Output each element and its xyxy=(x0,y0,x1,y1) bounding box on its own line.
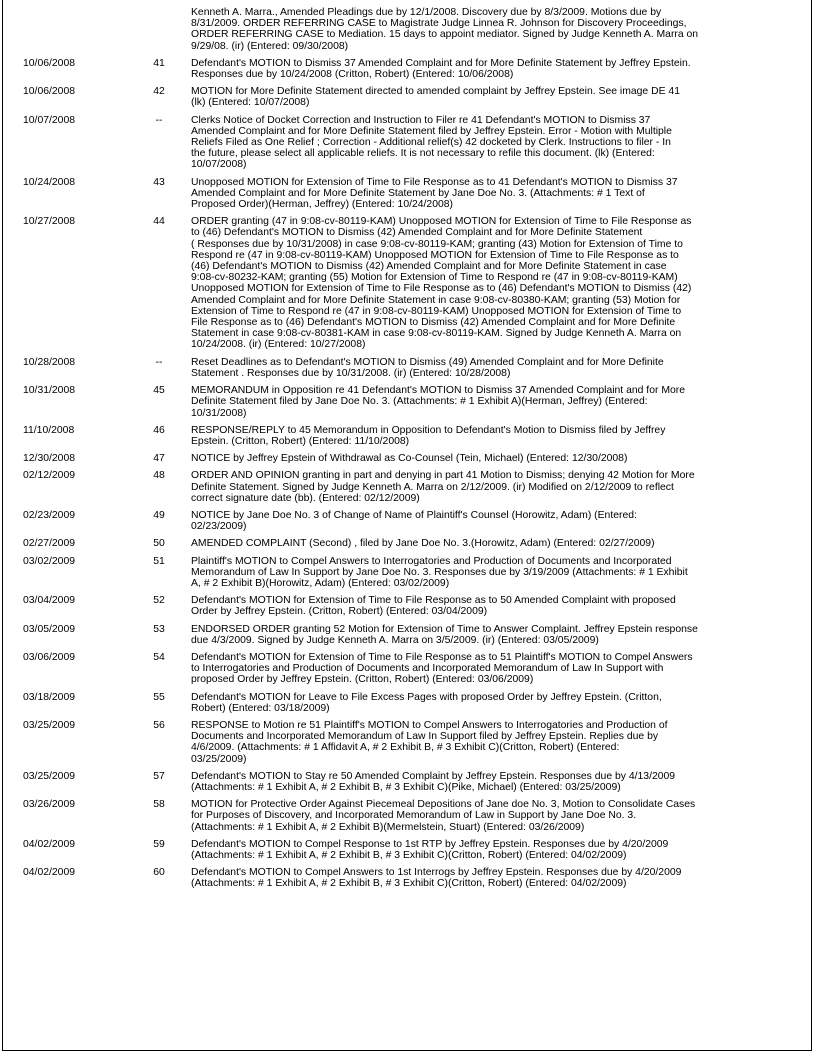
docket-entry-row xyxy=(3,86,811,114)
entry-text: Kenneth A. Marra., Amended Pleadings due by 12/1/2008. Discovery due by 8/3/2009. Motions due by 8/31/2009. ORDER REFERRING CASE to Magistrate Judge Linnea R. Johnson for Discovery Proceedings, ORDER REFERRING CASE to Mediation. 15 days to appoint mediator. Signed by Judge Kenneth A. Marra on 9/29/08. (ir) (Entered: 09/30/2008) xyxy=(191,7,699,52)
entry-text: ENDORSED ORDER granting 52 Motion for Extension of Time to Answer Complaint. Jeffrey Epstein response due 4/3/2009. Signed by Judge Kenneth A. Marra on 3/5/2009. (ir) (Entered: 03/05/2009) xyxy=(191,623,698,646)
docket-entry-row xyxy=(3,771,811,799)
entry-date: 03/26/2009 xyxy=(23,799,76,811)
entry-number: 45 xyxy=(153,385,165,397)
entry-date: 11/10/2008 xyxy=(23,424,75,436)
entry-number: 48 xyxy=(153,470,165,482)
entry-number: 59 xyxy=(153,838,165,850)
docket-entry-row xyxy=(3,0,811,58)
entry-date: 10/24/2008 xyxy=(23,176,76,188)
entry-number: 60 xyxy=(153,867,165,879)
entry-number: 55 xyxy=(153,691,165,703)
entry-text: MOTION for More Definite Statement directed to amended complaint by Jeffrey Epstein. See image DE 41 (lk) (Entered: 10/07/2008) xyxy=(191,86,680,109)
docket-entry-row xyxy=(3,357,811,385)
entry-date: 10/06/2008 xyxy=(23,57,76,69)
docket-entry-row xyxy=(3,867,811,895)
docket-entry-row xyxy=(3,652,811,692)
entry-date: 03/18/2009 xyxy=(23,691,76,703)
docket-entry-row xyxy=(3,453,811,470)
docket-entry-row xyxy=(3,720,811,771)
entry-number: 50 xyxy=(153,538,165,550)
entry-text: MEMORANDUM in Opposition re 41 Defendant's MOTION to Dismiss 37 Amended Complaint and for More Definite Statement filed by Jane Doe No. 3. (Attachments: # 1 Exhibit A)(Herman, Jeffrey) (Entered: 10/31/2008) xyxy=(191,385,685,419)
docket-entry-row xyxy=(3,556,811,596)
entry-number: -- xyxy=(155,356,163,368)
entry-number: 56 xyxy=(153,719,165,731)
entry-text: Defendant's MOTION to Compel Answers to 1st Interrogs by Jeffrey Epstein. Responses due by 4/20/2009 (Attachments: # 1 Exhibit A, # 2 Exhibit B, # 3 Exhibit C)(Critton, Robert) (Entered: 04/02/2009) xyxy=(191,867,682,890)
entry-text: Plaintiff's MOTION to Compel Answers to Interrogatories and Production of Documents and Incorporated Memorandum of Law In Support by Jane Doe No. 3. Responses due by 3/19/2009 (Attachments: # 1 Exhibit A, # 2 Exhibit B)(Horowitz, Adam) (Entered: 03/02/2009) xyxy=(191,555,688,589)
entry-number: 47 xyxy=(153,453,165,465)
entry-date: 03/04/2009 xyxy=(23,595,76,607)
entry-number: 49 xyxy=(153,509,165,521)
entry-text: RESPONSE/REPLY to 45 Memorandum in Opposition to Defendant's Motion to Dismiss filed by Jeffrey Epstein. (Critton, Robert) (Entered: 11/10/2008) xyxy=(191,424,666,447)
entry-date: 10/06/2008 xyxy=(23,86,76,98)
entry-date: 02/27/2009 xyxy=(23,538,76,550)
entry-text: Defendant's MOTION to Dismiss 37 Amended Complaint and for More Definite Statement by Jeffrey Epstein. Responses due by 10/24/2008 (Critton, Robert) (Entered: 10/06/2008) xyxy=(191,57,691,81)
docket-entry-row xyxy=(3,510,811,538)
entry-date: 03/06/2009 xyxy=(23,651,76,663)
entry-date: 10/07/2008 xyxy=(23,114,76,126)
entry-text: ORDER AND OPINION granting in part and denying in part 41 Motion to Dismiss; denying 42 Motion for More Definite Statement. Signed by Judge Kenneth A. Marra on 2/12/2009. (ir) Modified on 2/12/2009 to reflect correct signature date (bb). (Entered: 02/12/2009) xyxy=(191,470,695,504)
docket-entry-row xyxy=(3,385,811,425)
entry-text: Defendant's MOTION for Extension of Time to File Response as to 51 Plaintiff's MOTION to Compel Answers to Interrogatories and Production of Documents and Incorporated Memorandum of Law In Support with proposed Order by Jeffrey Epstein. (Critton, Robert) (Entered: 03/06/2009) xyxy=(191,651,693,686)
entry-text: NOTICE by Jane Doe No. 3 of Change of Name of Plaintiff's Counsel (Horowitz, Adam) (Entered: 02/23/2009) xyxy=(191,509,637,533)
docket-table xyxy=(3,0,811,896)
entry-date: 12/30/2008 xyxy=(23,453,76,465)
entry-number: 52 xyxy=(153,595,165,607)
entry-date: 10/28/2008 xyxy=(23,356,76,368)
entry-text: Unopposed MOTION for Extension of Time to File Response as to 41 Defendant's MOTION to Dismiss 37 Amended Complaint and for More Definite Statement by Jane Doe No. 3. (Attachments: # 1 Text of Proposed Order)(Herman, Jeffrey) (Entered: 10/24/2008) xyxy=(191,176,678,211)
docket-entry-row xyxy=(3,692,811,720)
entry-text: MOTION for Protective Order Against Piecemeal Depositions of Jane doe No. 3, Motion to Consolidate Cases for Purposes of Discovery, and Incorporated Memorandum of Law in Support by Jane Doe No. 3. (Attachments: # 1 Exhibit A, # 2 Exhibit B)(Mermelstein, Stuart) (Entered: 03/26/2009) xyxy=(191,799,696,833)
entry-number: 57 xyxy=(153,770,165,782)
entry-date: 10/27/2008 xyxy=(23,216,76,228)
entry-number: 43 xyxy=(153,176,165,188)
docket-entry-row xyxy=(3,799,811,839)
entry-date: 03/25/2009 xyxy=(23,719,76,731)
entry-number: 58 xyxy=(153,799,165,811)
docket-entry-row xyxy=(3,115,811,177)
entry-number: 44 xyxy=(153,216,165,228)
entry-date: 04/02/2009 xyxy=(23,867,76,879)
docket-entry-row xyxy=(3,538,811,555)
entry-text: Defendant's MOTION to Compel Response to 1st RTP by Jeffrey Epstein. Responses due by 4/20/2009 (Attachments: # 1 Exhibit A, # 2 Exhibit B, # 3 Exhibit C)(Critton, Robert) (Entered: 04/02/2009) xyxy=(191,838,669,861)
entry-text: Defendant's MOTION for Extension of Time to File Response as to 50 Amended Complaint with proposed Order by Jeffrey Epstein. (Critton, Robert) (Entered: 03/04/2009) xyxy=(191,595,676,618)
entry-text: Defendant's MOTION to Stay re 50 Amended Complaint by Jeffrey Epstein. Responses due by 4/13/2009 (Attachments: # 1 Exhibit A, # 2 Exhibit B, # 3 Exhibit C)(Pike, Michael) (Entered: 03/25/2009) xyxy=(191,770,676,793)
entry-number xyxy=(147,7,171,52)
entry-number: 54 xyxy=(153,651,165,663)
entry-number: 41 xyxy=(153,57,165,69)
docket-entry-row xyxy=(3,216,811,356)
docket-entry-row xyxy=(3,470,811,510)
entry-date: 02/12/2009 xyxy=(23,470,76,482)
docket-entry-row xyxy=(3,58,811,86)
docket-entry-row xyxy=(3,624,811,652)
entry-text: AMENDED COMPLAINT (Second) , filed by Jane Doe No. 3.(Horowitz, Adam) (Entered: 02/27/2009) xyxy=(191,538,655,550)
entry-number: 53 xyxy=(153,623,165,635)
entry-number: 42 xyxy=(153,86,165,98)
entry-text: RESPONSE to Motion re 51 Plaintiff's MOTION to Compel Answers to Interrogatories and Production of Documents and Incorporated Memorandum of Law In Support filed by Jeffrey Epstein. Replies due by 4/6/2009. (Attachments: # 1 Affidavit A, # 2 Exhibit B, # 3 Exhibit C)(Critton, Robert) (Entered: 03/25/2009) xyxy=(191,719,668,765)
docket-entry-row xyxy=(3,595,811,623)
entry-date xyxy=(3,7,147,52)
entry-date: 02/23/2009 xyxy=(23,509,76,521)
entry-date: 03/02/2009 xyxy=(23,555,76,567)
entry-date: 10/31/2008 xyxy=(23,385,76,397)
docket-entry-row xyxy=(3,425,811,453)
entry-number: -- xyxy=(155,114,163,126)
docket-entry-row xyxy=(3,839,811,867)
entry-number: 46 xyxy=(153,424,165,436)
entry-number: 51 xyxy=(153,555,165,567)
entry-text: Clerks Notice of Docket Correction and Instruction to Filer re 41 Defendant's MOTION to Dismiss 37 Amended Complaint and for More Definite Statement filed by Jeffrey Epstein. Error - Motion with Multiple Reliefs Filed as One Relief ; Correction - Additional relief(s) 42 docketed by Clerk. Instructions to filer - In the future, please select all applicable reliefs. It is not necessary to refile this document. (lk) (Entered: 10/07/2008) xyxy=(191,114,672,171)
entry-date: 04/02/2009 xyxy=(23,838,76,850)
entry-text: Defendant's MOTION for Leave to File Excess Pages with proposed Order by Jeffrey Epstein. (Critton, Robert) (Entered: 03/18/2009) xyxy=(191,691,662,714)
entry-date: 03/05/2009 xyxy=(23,623,76,635)
entry-text: ORDER granting (47 in 9:08-cv-80119-KAM) Unopposed MOTION for Extension of Time to File Response as to (46) Defendant's MOTION to Dismiss (42) Amended Complaint and for More Definite Statement ( Responses due by 10/31/2008) in case 9:08-cv-80119-KAM; granting (43) Motion for Extension of Time to Respond re (47 in 9:08-cv-80119-KAM) Unopposed MOTION for Extension of Time to File Response as to (46) Defendant's MOTION to Dismiss (42) Amended Complaint and for More Definite Statement in case 9:08-cv-80232-KAM; granting (55) Motion for Extension of Time to Respond re (47 in 9:08-cv-80119-KAM) Unopposed MOTION for Extension of Time to File Response as to (46) Defendant's MOTION to Dismiss (42) Amended Complaint and for More Definite Statement in case 9:08-cv-80380-KAM; granting (53) Motion for Extension of Time to Respond re (47 in 9:08-cv-80119-KAM) Unopposed MOTION for Extension of Time to File Response as to (46) Defendant's MOTION to Dismiss (42) Amended Complaint and for More Definite Statement in case 9:08-cv-80381-KAM in case 9:08-cv-80119-KAM. Signed by Judge Kenneth A. Marra on 10/24/2008. (ir) (Entered: 10/27/2008) xyxy=(191,216,692,351)
entry-text: Reset Deadlines as to Defendant's MOTION to Dismiss (49) Amended Complaint and for More Definite Statement . Responses due by 10/31/2008. (ir) (Entered: 10/28/2008) xyxy=(191,356,664,379)
docket-entry-row xyxy=(3,177,811,217)
entry-text: NOTICE by Jeffrey Epstein of Withdrawal as Co-Counsel (Tein, Michael) (Entered: 12/30/2008) xyxy=(191,453,628,465)
entry-date: 03/25/2009 xyxy=(23,770,76,782)
